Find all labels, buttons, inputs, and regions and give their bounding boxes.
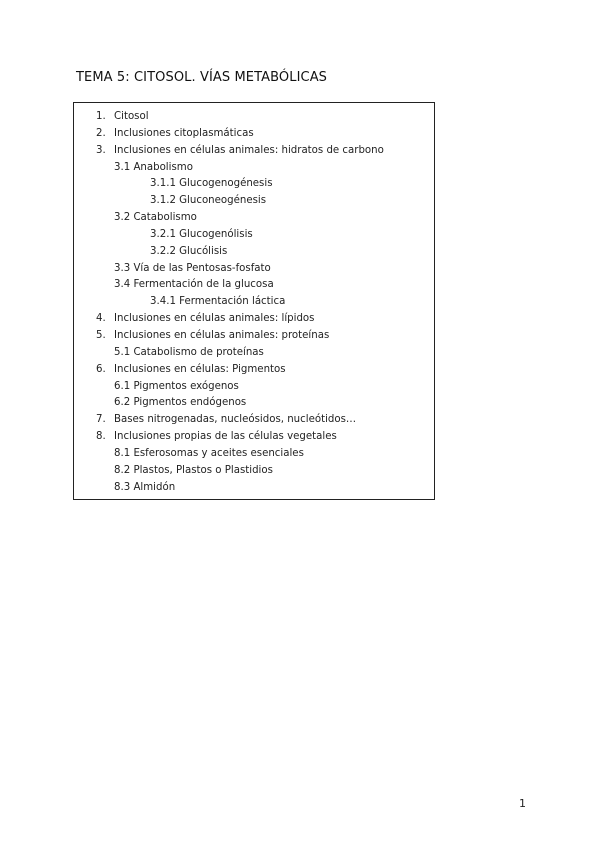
toc-entry-text: 3.1.1 Glucogenogénesis bbox=[150, 178, 273, 190]
toc-entry-text: 8.1 Esferosomas y aceites esenciales bbox=[114, 447, 304, 459]
toc-entry bbox=[74, 429, 434, 446]
toc-entry-text: Inclusiones en células animales: hidratos de carbono bbox=[114, 144, 384, 156]
toc-entry bbox=[74, 277, 434, 294]
toc-entry-text: Bases nitrogenadas, nucleósidos, nucleótidos… bbox=[114, 414, 357, 426]
toc-entry-text: 3.3 Vía de las Pentosas-fosfato bbox=[114, 262, 271, 274]
toc-entry bbox=[74, 143, 434, 160]
toc-entry bbox=[74, 463, 434, 480]
toc-entry-text: Inclusiones en células: Pigmentos bbox=[114, 363, 286, 375]
toc-entry bbox=[74, 227, 434, 244]
document-title: TEMA 5: CITOSOL. VÍAS METABÓLICAS bbox=[76, 70, 328, 85]
toc-entry-number: 6. bbox=[96, 363, 106, 375]
toc-entry-text: 3.1.2 Gluconeogénesis bbox=[150, 195, 267, 207]
toc-list bbox=[74, 109, 434, 496]
toc-entry-text: 3.4.1 Fermentación láctica bbox=[150, 296, 286, 308]
toc-entry bbox=[74, 395, 434, 412]
toc-entry bbox=[74, 446, 434, 463]
toc-entry bbox=[74, 126, 434, 143]
toc-entry-text: 6.2 Pigmentos endógenos bbox=[114, 397, 247, 409]
toc-entry bbox=[74, 362, 434, 379]
toc-entry-number: 8. bbox=[96, 431, 106, 443]
toc-entry-text: 3.2.1 Glucogenólisis bbox=[150, 228, 253, 240]
toc-entry-number: 5. bbox=[96, 329, 106, 341]
toc-entry bbox=[74, 176, 434, 193]
toc-entry bbox=[74, 311, 434, 328]
toc-entry bbox=[74, 160, 434, 177]
toc-entry-number: 4. bbox=[96, 313, 106, 325]
toc-entry bbox=[74, 109, 434, 126]
toc-entry-text: Inclusiones en células animales: lípidos bbox=[114, 313, 315, 325]
toc-entry-text: 3.1 Anabolismo bbox=[114, 161, 193, 173]
toc-entry bbox=[74, 193, 434, 210]
toc-entry-text: 6.1 Pigmentos exógenos bbox=[114, 380, 239, 392]
toc-entry-text: 8.3 Almidón bbox=[114, 481, 176, 493]
toc-entry bbox=[74, 480, 434, 497]
toc-entry bbox=[74, 244, 434, 261]
toc-entry-number: 2. bbox=[96, 127, 106, 139]
toc-entry-text: Inclusiones en células animales: proteínas bbox=[114, 329, 330, 341]
toc-entry-text: 3.4 Fermentación de la glucosa bbox=[114, 279, 274, 291]
toc-entry-text: Citosol bbox=[114, 111, 149, 122]
toc-entry bbox=[74, 379, 434, 396]
toc-entry bbox=[74, 345, 434, 362]
toc-entry-text: 3.2.2 Glucólisis bbox=[150, 245, 228, 257]
toc-entry-text: 3.2 Catabolismo bbox=[114, 212, 197, 224]
toc-entry-text: 8.2 Plastos, Plastos o Plastidios bbox=[114, 464, 273, 476]
toc-entry bbox=[74, 210, 434, 227]
toc-entry bbox=[74, 328, 434, 345]
toc-entry-text: Inclusiones propias de las células vegetales bbox=[114, 431, 337, 443]
toc-entry-text: 5.1 Catabolismo de proteínas bbox=[114, 346, 264, 358]
toc-entry-number: 3. bbox=[96, 144, 106, 156]
toc-entry bbox=[74, 412, 434, 429]
page-number: 1 bbox=[519, 797, 526, 810]
toc-entry-number: 7. bbox=[96, 414, 106, 426]
toc-entry-number: 1. bbox=[96, 111, 106, 122]
toc-entry-text: Inclusiones citoplasmáticas bbox=[114, 127, 254, 139]
table-of-contents bbox=[73, 102, 435, 500]
toc-entry bbox=[74, 294, 434, 311]
toc-entry bbox=[74, 261, 434, 278]
